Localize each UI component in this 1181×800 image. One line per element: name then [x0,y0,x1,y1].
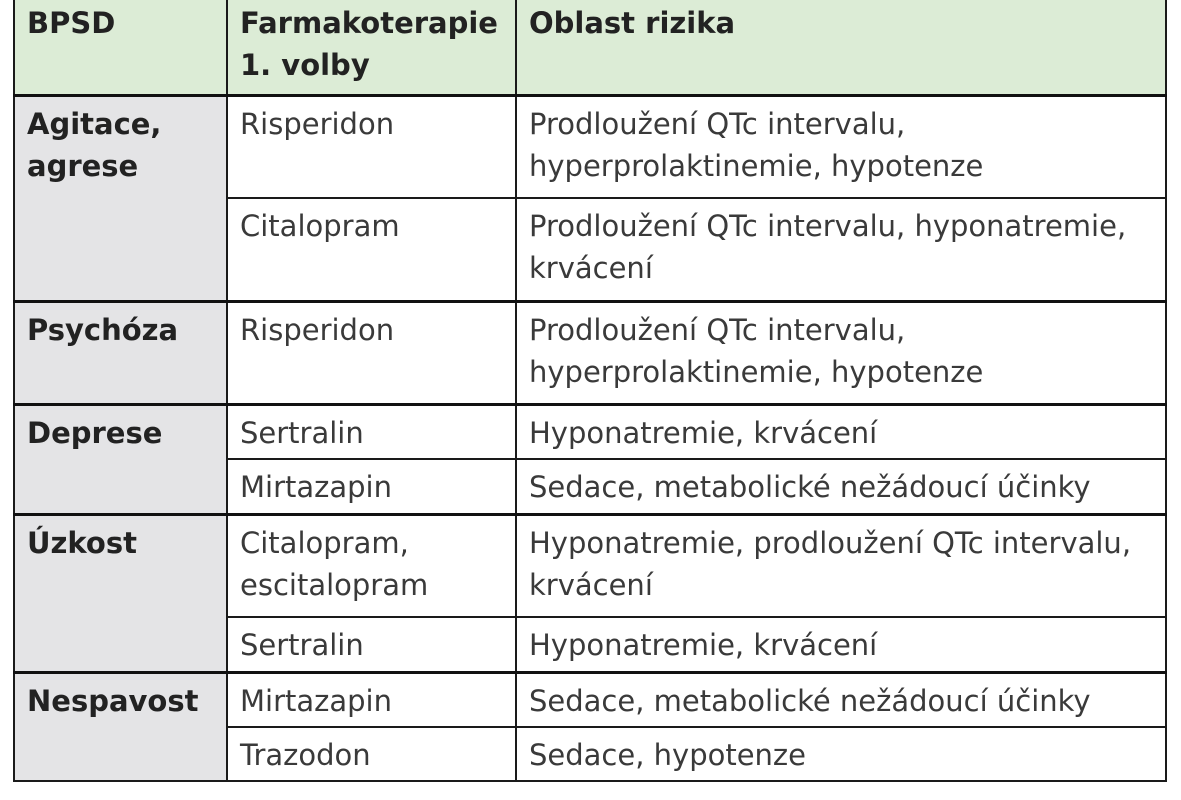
drug-cell: Trazodon [227,727,516,781]
risk-cell: Prodloužení QTc intervalu, hyperprolaktinemie, hypotenze [516,301,1166,404]
header-bpsd: BPSD [14,0,227,95]
drug-cell: Sertralin [227,404,516,459]
risk-cell: Prodloužení QTc intervalu, hyponatremie, krvácení [516,198,1166,301]
table-row [14,672,1166,727]
drug-cell: Sertralin [227,617,516,672]
drug-cell: Mirtazapin [227,672,516,727]
drug-cell: Risperidon [227,95,516,198]
header-first-line-pharmacotherapy: Farmakoterapie 1. volby [227,0,516,95]
header-risk-area: Oblast rizika [516,0,1166,95]
condition-cell: Úzkost [14,514,227,672]
drug-cell: Citalopram [227,198,516,301]
header-row [14,0,1166,95]
condition-cell: Agitace, agrese [14,95,227,301]
risk-cell: Hyponatremie, krvácení [516,617,1166,672]
bpsd-pharmacotherapy-table-container [13,0,1165,782]
table-header [14,0,1166,95]
risk-cell: Hyponatremie, prodloužení QTc intervalu, krvácení [516,514,1166,617]
condition-cell: Nespavost [14,672,227,781]
table-row [14,514,1166,617]
condition-cell: Deprese [14,404,227,514]
risk-cell: Sedace, hypotenze [516,727,1166,781]
table-row [14,301,1166,404]
bpsd-pharmacotherapy-table [13,0,1167,782]
drug-cell: Risperidon [227,301,516,404]
table-row [14,404,1166,459]
condition-cell: Psychóza [14,301,227,404]
drug-cell: Citalopram, escitalopram [227,514,516,617]
drug-cell: Mirtazapin [227,459,516,514]
risk-cell: Sedace, metabolické nežádoucí účinky [516,672,1166,727]
risk-cell: Hyponatremie, krvácení [516,404,1166,459]
table-body [14,95,1166,781]
risk-cell: Prodloužení QTc intervalu, hyperprolaktinemie, hypotenze [516,95,1166,198]
risk-cell: Sedace, metabolické nežádoucí účinky [516,459,1166,514]
table-row [14,95,1166,198]
